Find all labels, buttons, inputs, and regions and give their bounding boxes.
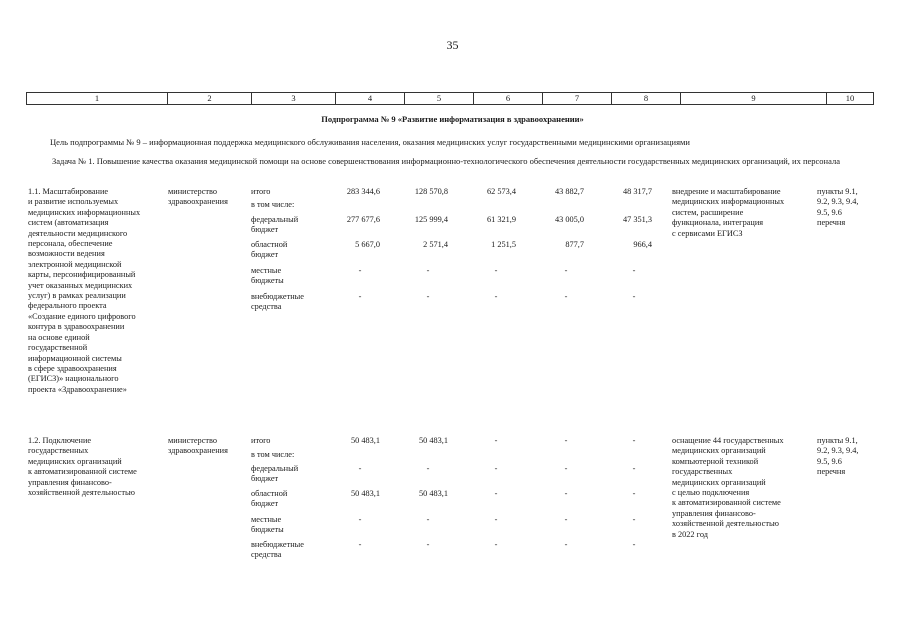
value-cell: - [358, 464, 362, 473]
value-cell: 2 571,4 [423, 240, 448, 249]
col-number: 10 [827, 93, 874, 105]
value-cell: 966,4 [633, 240, 652, 249]
value-cell: - [426, 292, 430, 301]
col-number: 4 [336, 93, 405, 105]
label-extrabudgetary: внебюджетные средства [251, 540, 304, 560]
value-cell: 125 999,4 [414, 215, 448, 224]
value-cell: - [632, 540, 636, 549]
executor: министерство здравоохранения [168, 436, 228, 456]
col-number: 6 [474, 93, 543, 105]
value-cell: 61 321,9 [486, 215, 516, 224]
label-including: в том числе: [251, 450, 295, 459]
value-cell: 283 344,6 [346, 187, 380, 196]
label-extrabudgetary: внебюджетные средства [251, 292, 304, 312]
col-number: 3 [252, 93, 336, 105]
value-cell: 128 570,8 [414, 187, 448, 196]
label-federal-budget: федеральный бюджет [251, 215, 299, 235]
value-cell: - [358, 540, 362, 549]
value-cell: - [564, 266, 568, 275]
expected-result: оснащение 44 государственных медицинских организаций компьютерной техникой государственных медицинских организаций с целью подключения к автоматизированной системе управления финансово- хозяйственной деятельностью в 2022 год [672, 436, 784, 539]
value-cell: 50 483,1 [418, 489, 448, 498]
value-cell: 43 882,7 [554, 187, 584, 196]
value-cell: - [494, 436, 498, 445]
col-number: 7 [543, 93, 612, 105]
value-cell: - [358, 515, 362, 524]
label-including: в том числе: [251, 200, 295, 209]
value-cell: 50 483,1 [350, 489, 380, 498]
value-cell: 877,7 [565, 240, 584, 249]
value-cell: - [358, 266, 362, 275]
value-cell: - [632, 436, 636, 445]
value-cell: - [494, 540, 498, 549]
value-cell: - [494, 292, 498, 301]
value-cell: 43 005,0 [554, 215, 584, 224]
expected-result: внедрение и масштабирование медицинских информационных систем, расширение функционала, интеграция с сервисами ЕГИСЗ [672, 187, 785, 238]
value-cell: - [564, 464, 568, 473]
value-cell: - [632, 489, 636, 498]
executor: министерство здравоохранения [168, 187, 228, 207]
label-total: итого [251, 187, 271, 196]
col-number: 5 [405, 93, 474, 105]
value-cell: - [564, 515, 568, 524]
value-cell: - [632, 464, 636, 473]
label-regional-budget: областной бюджет [251, 240, 288, 260]
page-number: 35 [446, 38, 459, 52]
value-cell: 47 351,3 [622, 215, 652, 224]
col-number: 9 [681, 93, 827, 105]
column-number-header [26, 92, 874, 105]
value-cell: - [494, 515, 498, 524]
value-cell: - [564, 489, 568, 498]
label-local-budgets: местные бюджеты [251, 515, 284, 535]
value-cell: 48 317,7 [622, 187, 652, 196]
value-cell: 50 483,1 [350, 436, 380, 445]
value-cell: 62 573,4 [486, 187, 516, 196]
label-total: итого [251, 436, 271, 445]
col-number: 1 [27, 93, 168, 105]
col-number: 8 [612, 93, 681, 105]
value-cell: - [494, 464, 498, 473]
col-number: 2 [168, 93, 252, 105]
value-cell: - [426, 540, 430, 549]
value-cell: - [426, 266, 430, 275]
value-cell: 50 483,1 [418, 436, 448, 445]
value-cell: - [632, 266, 636, 275]
label-local-budgets: местные бюджеты [251, 266, 284, 286]
value-cell: - [564, 436, 568, 445]
value-cell: - [426, 515, 430, 524]
value-cell: - [358, 292, 362, 301]
value-cell: 5 667,0 [355, 240, 380, 249]
label-regional-budget: областной бюджет [251, 489, 288, 509]
value-cell: - [494, 489, 498, 498]
list-items-reference: пункты 9.1, 9.2, 9.3, 9.4, 9.5, 9.6 перечня [817, 187, 859, 228]
value-cell: - [632, 292, 636, 301]
measure-name: 1.1. Масштабирование и развитие используемых медицинских информационных систем (автоматизация деятельности медицинского персонала, обеспечение возможности ведения электронной медицинской карты, персонифицированный учет оказанных медицинских услуг) в рамках реализации федерального проекта «Создание единого цифрового контура в здравоохранении на основе единой государственной информационной системы в сфере здравоохранения (ЕГИСЗ)» национального проекта «Здравоохранение» [28, 187, 141, 394]
value-cell: - [632, 515, 636, 524]
value-cell: - [426, 464, 430, 473]
task-text: Задача № 1. Повышение качества оказания медицинской помощи на основе совершенствования информационно-технологического обеспечения деятельности государственных медицинских организаций, их персонала [52, 156, 840, 166]
subprogram-title: Подпрограмма № 9 «Развитие информатизация в здравоохранении» [321, 114, 584, 124]
value-cell: - [564, 292, 568, 301]
list-items-reference: пункты 9.1, 9.2, 9.3, 9.4, 9.5, 9.6 перечня [817, 436, 859, 477]
value-cell: - [494, 266, 498, 275]
label-federal-budget: федеральный бюджет [251, 464, 299, 484]
value-cell: 1 251,5 [491, 240, 516, 249]
value-cell: - [564, 540, 568, 549]
goal-text: Цель подпрограммы № 9 – информационная поддержка медицинского обслуживания населения, оказания медицинских услуг государственными медицинскими организациями [50, 137, 690, 147]
measure-name: 1.2. Подключение государственных медицинских организаций к автоматизированной системе управления финансово- хозяйственной деятельностью [28, 436, 137, 498]
value-cell: 277 677,6 [346, 215, 380, 224]
